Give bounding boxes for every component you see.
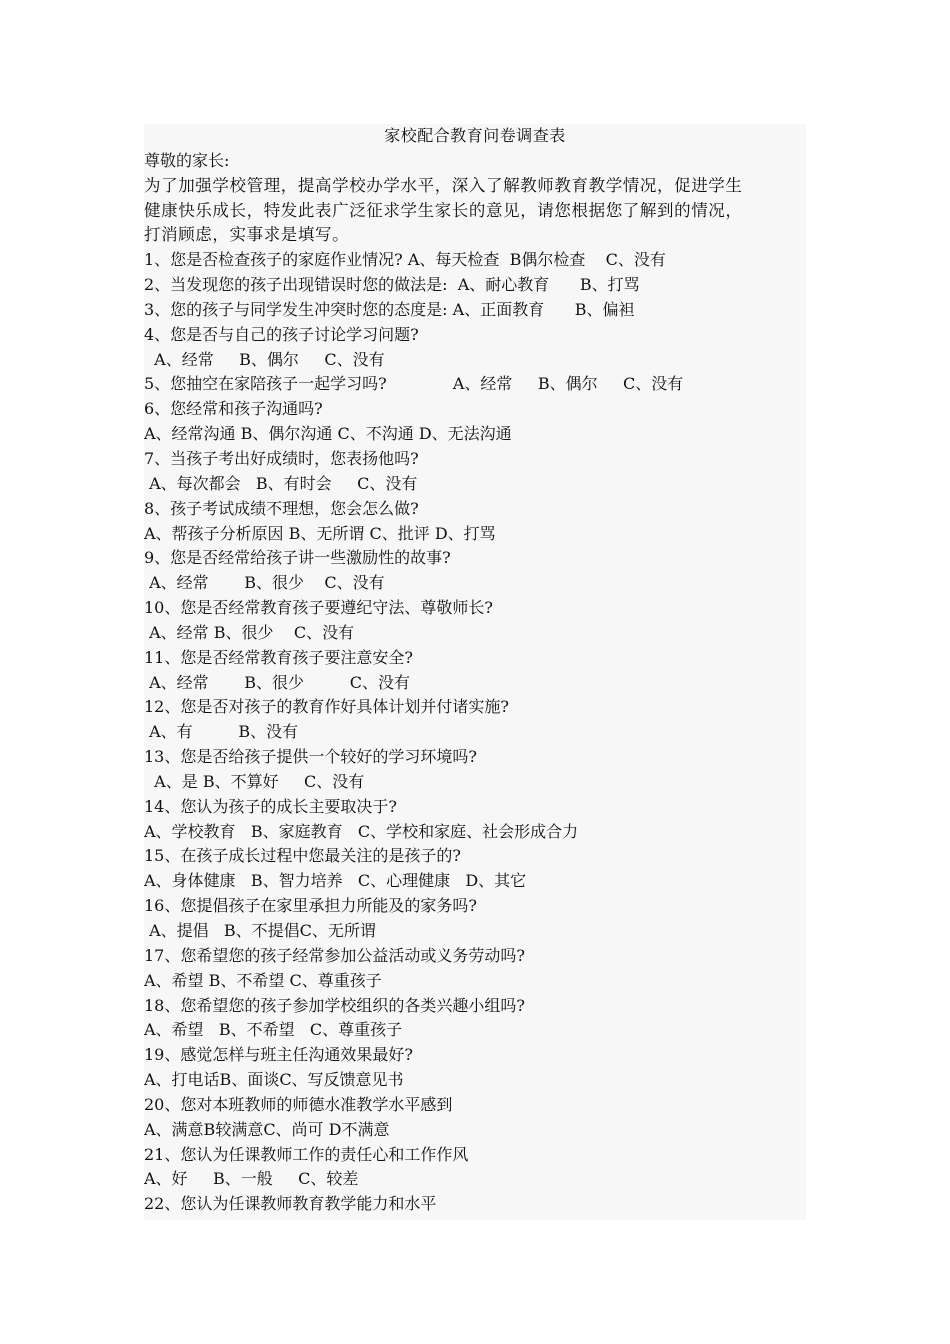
question-line: 11、您是否经常教育孩子要注意安全? <box>144 647 413 667</box>
questionnaire-page <box>144 124 806 1220</box>
question-line: 12、您是否对孩子的教育作好具体计划并付诸实施? <box>144 697 509 717</box>
question-line: A、每次都会 B、有时会 C、没有 <box>144 473 418 493</box>
intro-line: 健康快乐成长，特发此表广泛征求学生家长的意见，请您根据您了解到的情况， <box>144 200 743 220</box>
question-line: A、打电话B、面谈C、写反馈意见书 <box>144 1070 404 1090</box>
intro-line: 打消顾虑，实事求是填写。 <box>144 225 350 245</box>
question-line: 15、在孩子成长过程中您最关注的是孩子的? <box>144 846 461 866</box>
question-line: 7、当孩子考出好成绩时，您表扬他吗? <box>144 448 419 468</box>
question-line: A、提倡 B、不提倡C、无所谓 <box>144 921 376 940</box>
question-line: A、经常 B、很少 C、没有 <box>144 573 385 593</box>
question-line: 6、您经常和孩子沟通吗? <box>144 399 323 419</box>
question-line: 19、感觉怎样与班主任沟通效果最好? <box>144 1045 413 1065</box>
question-line: 22、您认为任课教师教育教学能力和水平 <box>144 1194 437 1214</box>
question-line: A、学校教育 B、家庭教育 C、学校和家庭、社会形成合力 <box>144 821 579 841</box>
question-line: A、希望 B、不希望 C、尊重孩子 <box>144 1020 403 1040</box>
question-list <box>144 248 806 1217</box>
question-line: 8、孩子考试成绩不理想，您会怎么做? <box>144 498 419 518</box>
question-line: 21、您认为任课教师工作的责任心和工作作风 <box>144 1144 469 1164</box>
question-line: 13、您是否给孩子提供一个较好的学习环境吗? <box>144 747 477 767</box>
question-line: A、是 B、不算好 C、没有 <box>144 771 365 791</box>
question-line: 14、您认为孩子的成长主要取决于? <box>144 796 397 816</box>
question-line: A、希望 B、不希望 C、尊重孩子 <box>144 970 382 990</box>
question-line: A、身体健康 B、智力培养 C、心理健康 D、其它 <box>144 871 527 891</box>
question-line: A、经常 B、很少 C、没有 <box>144 672 411 692</box>
greeting: 尊敬的家长: <box>144 150 230 170</box>
question-line: A、经常 B、很少 C、没有 <box>144 622 355 642</box>
document-title: 家校配合教育问卷调查表 <box>384 126 566 145</box>
question-line: A、帮孩子分析原因 B、无所谓 C、批评 D、打骂 <box>144 523 496 543</box>
question-line: 17、您希望您的孩子经常参加公益活动或义务劳动吗? <box>144 945 525 965</box>
question-line: 9、您是否经常给孩子讲一些激励性的故事? <box>144 548 451 568</box>
question-line: A、满意B较满意C、尚可 D不满意 <box>144 1119 390 1139</box>
question-line: 5、您抽空在家陪孩子一起学习吗? A、经常 B、偶尔 C、没有 <box>144 374 684 394</box>
question-line: A、经常沟通 B、偶尔沟通 C、不沟通 D、无法沟通 <box>144 424 512 444</box>
question-line: 20、您对本班教师的师德水准教学水平感到 <box>144 1094 453 1114</box>
question-line: 2、当发现您的孩子出现错误时您的做法是: A、耐心教育 B、打骂 <box>144 275 640 295</box>
question-line: A、好 B、一般 C、较差 <box>144 1169 359 1189</box>
question-line: 3、您的孩子与同学发生冲突时您的态度是: A、正面教育 B、偏袒 <box>144 299 635 319</box>
question-line: 16、您提倡孩子在家里承担力所能及的家务吗? <box>144 896 477 916</box>
question-line: 10、您是否经常教育孩子要遵纪守法、尊敬师长? <box>144 598 493 618</box>
question-line: A、经常 B、偶尔 C、没有 <box>144 349 385 369</box>
intro-line: 为了加强学校管理，提高学校办学水平，深入了解教师教育教学情况，促进学生 <box>144 175 743 195</box>
question-line: 1、您是否检查孩子的家庭作业情况? A、每天检查 B偶尔检查 C、没有 <box>144 250 666 270</box>
question-line: 18、您希望您的孩子参加学校组织的各类兴趣小组吗? <box>144 995 525 1015</box>
question-line: A、有 B、没有 <box>144 722 299 742</box>
question-line: 4、您是否与自己的孩子讨论学习问题? <box>144 324 419 344</box>
